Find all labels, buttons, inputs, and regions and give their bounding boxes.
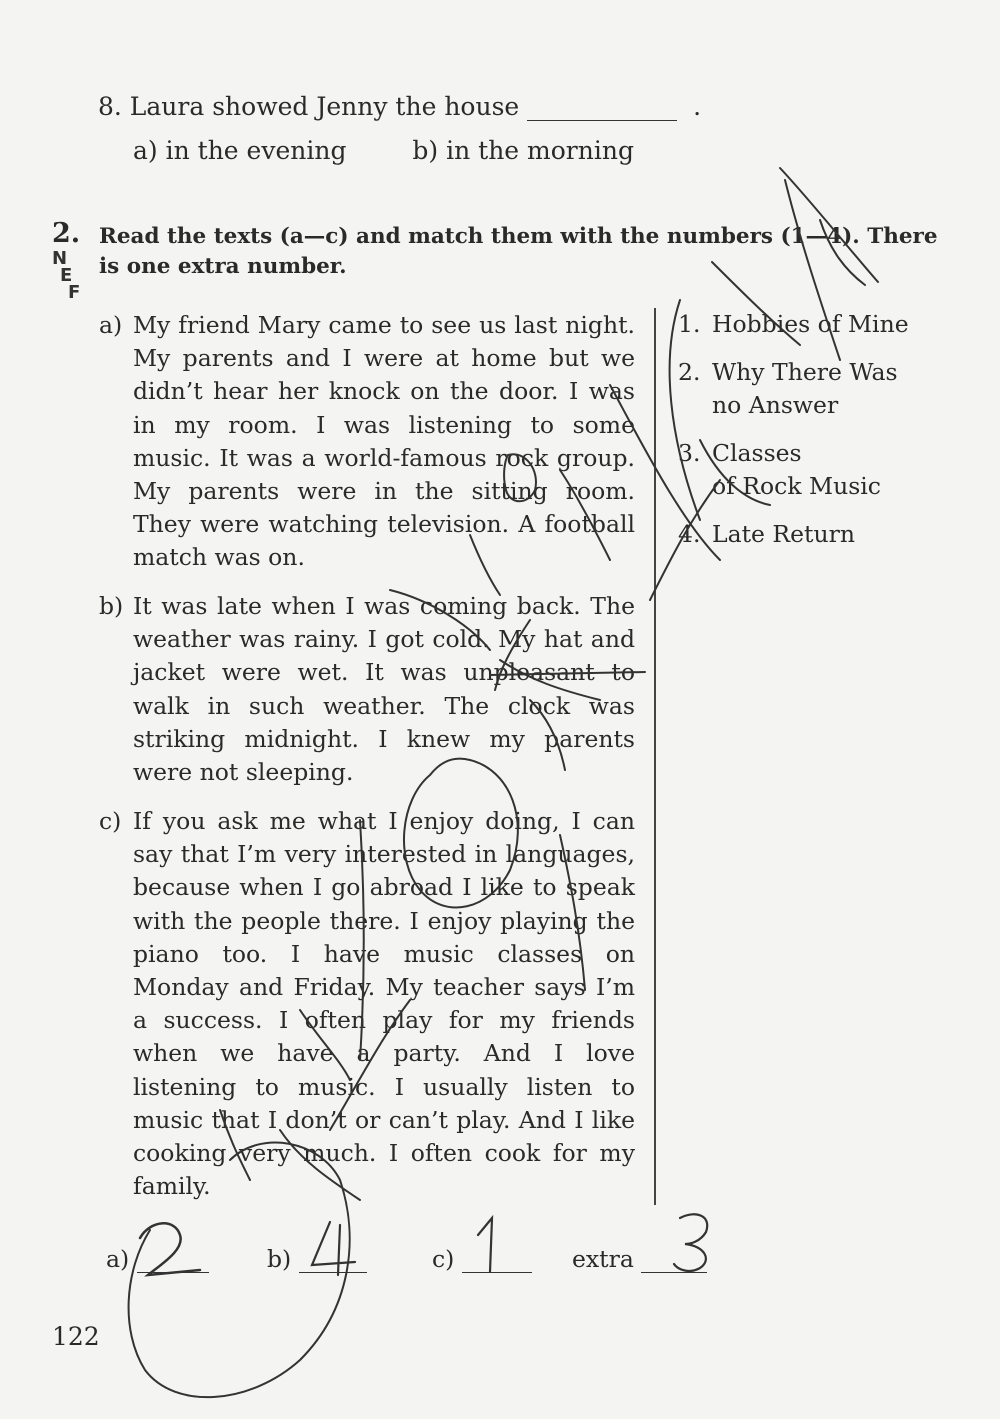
scribble-stroke	[700, 440, 770, 505]
scribble-stroke	[220, 1110, 250, 1180]
answer-b-label: b)	[267, 1245, 292, 1273]
scribble-stroke	[404, 759, 518, 908]
answer-a-label: a)	[106, 1245, 130, 1273]
scribble-stroke	[610, 385, 720, 560]
scribble-stroke	[280, 1130, 360, 1200]
title-4-line-1: Late Return	[712, 520, 855, 548]
scribble-stroke	[650, 480, 720, 600]
answer-c-label: c)	[432, 1245, 455, 1273]
scribble-stroke	[330, 1000, 410, 1130]
text-a-letter: a)	[99, 311, 123, 339]
scribble-stroke	[300, 1010, 350, 1080]
text-c-body: If you ask me what I enjoy doing, I can say that I’m very interested in languages, because when I go abroad I like to speak with the people there. I enjoy playing the piano too. I have music classes on Monday and Friday. My teacher says I’m a success. I often play for my friends when we have a party. And I love listening to music. I usually listen to music that I don’t or can’t play. And I like cooking very much. I often cook for my family.	[133, 807, 635, 1201]
scribble-stroke	[129, 1143, 350, 1398]
scribble-stroke	[712, 262, 800, 345]
title-2-line-1: Why There Was	[712, 358, 898, 386]
handwritten-digit-1	[478, 1218, 492, 1272]
scribble-stroke	[820, 220, 865, 285]
scribble-stroke	[530, 700, 565, 770]
scribble-stroke	[785, 180, 840, 360]
margin-mark-f: F	[68, 282, 81, 303]
exercise-number: 2.	[52, 218, 81, 249]
text-b-letter: b)	[99, 592, 124, 620]
scribble-stroke	[780, 168, 878, 282]
option-a[interactable]: a) in the evening	[133, 136, 347, 165]
scribble-stroke	[560, 470, 610, 560]
exercise-instruction: Read the texts (a—c) and match them with the numbers (1—4). There is one extra number.	[99, 224, 938, 279]
text-c-letter: c)	[99, 807, 122, 835]
text-a-body: My friend Mary came to see us last night. My parents and I were at home but we didn’t hear her knock on the door. I was in my room. I was listening to some music. It was a world-famous rock group. My parents were in the sitting room. They were watching television. A football match was on.	[133, 311, 635, 572]
title-3-line-2: of Rock Music	[712, 472, 881, 500]
handwritten-digit-3	[674, 1214, 707, 1271]
option-b[interactable]: b) in the morning	[412, 136, 634, 165]
title-1-line-1: Hobbies of Mine	[712, 310, 909, 338]
scribble-stroke	[495, 620, 530, 690]
scribble-stroke	[500, 660, 600, 700]
title-2-line-2: no Answer	[712, 391, 839, 419]
scribble-stroke	[360, 820, 364, 1060]
scribble-stroke	[470, 535, 500, 595]
answer-extra-label: extra	[572, 1245, 634, 1273]
margin-mark-n: N	[52, 248, 68, 269]
scribble-stroke	[490, 672, 645, 675]
question-8-end: .	[693, 92, 702, 121]
margin-mark-e: E	[60, 265, 73, 286]
title-4-number: 4.	[678, 520, 701, 548]
question-8-text: 8. Laura showed Jenny the house	[98, 92, 520, 121]
scribble-stroke	[670, 300, 700, 520]
scribble-stroke	[504, 454, 536, 501]
title-1-number: 1.	[678, 310, 701, 338]
title-2-number: 2.	[678, 358, 701, 386]
scribble-stroke	[560, 835, 585, 990]
text-b-body: It was late when I was coming back. The weather was rainy. I got cold. My hat and jacket were wet. It was unpleasant to walk in such weather. The clock was striking midnight. I knew my parents were not sleeping.	[133, 592, 635, 787]
page-number: 122	[52, 1322, 100, 1351]
title-3-number: 3.	[678, 439, 701, 467]
scribble-stroke	[390, 590, 490, 650]
title-3-line-1: Classes	[712, 439, 802, 467]
